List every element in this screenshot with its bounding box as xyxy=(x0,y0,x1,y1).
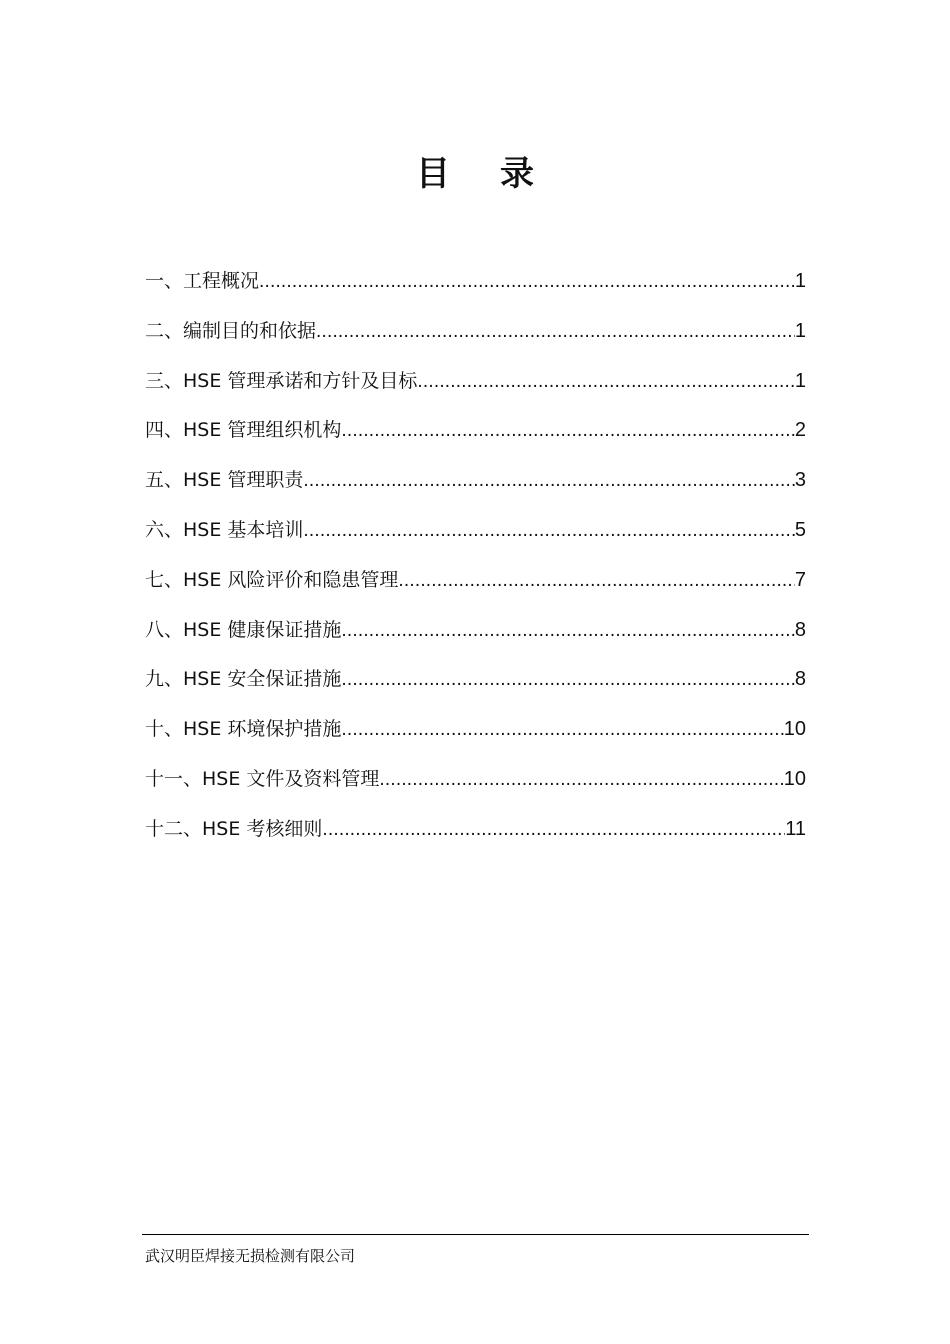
toc-entry-page: 7 xyxy=(794,568,806,591)
toc-entry-page: 1 xyxy=(794,270,806,292)
toc-leader-dots xyxy=(417,365,794,399)
toc-leader-dots xyxy=(322,813,785,847)
toc-leader-dots xyxy=(341,663,794,697)
toc-entry-page: 11 xyxy=(785,817,806,840)
toc-entry-label: 二、编制目的和依据 xyxy=(145,319,317,342)
toc-entry[interactable] xyxy=(145,762,806,812)
toc-entry[interactable] xyxy=(145,314,806,364)
toc-leader-dots xyxy=(316,315,795,349)
toc-entry[interactable] xyxy=(145,463,806,513)
toc-entry-page: 8 xyxy=(794,668,806,691)
toc-entry-page: 1 xyxy=(794,319,806,342)
toc-leader-dots xyxy=(341,713,783,747)
toc-entry-page: 2 xyxy=(794,419,806,442)
toc-entry-label: 七、HSE 风险评价和隐患管理 xyxy=(145,568,399,591)
toc-leader-dots xyxy=(303,464,794,498)
toc-entry-page: 5 xyxy=(794,518,806,541)
toc-leader-dots xyxy=(259,265,795,299)
toc-entry-label: 一、工程概况 xyxy=(145,270,260,292)
toc-leader-dots xyxy=(341,414,794,448)
toc-entry[interactable] xyxy=(145,563,806,613)
toc-leader-dots xyxy=(398,564,794,598)
toc-entry-page: 10 xyxy=(783,767,806,790)
footer-divider xyxy=(142,1234,809,1235)
toc-leader-dots xyxy=(341,614,794,648)
toc-entry[interactable] xyxy=(145,712,806,762)
toc-entry-page: 3 xyxy=(794,469,806,492)
toc-entry-label: 十、HSE 环境保护措施 xyxy=(145,718,342,741)
page-title: 目录 xyxy=(416,154,584,194)
toc-entry-label: 十二、HSE 考核细则 xyxy=(145,817,323,840)
toc-entry[interactable] xyxy=(145,812,806,862)
toc-entry[interactable] xyxy=(145,613,806,663)
toc-entry-label: 九、HSE 安全保证措施 xyxy=(145,668,342,691)
toc-entry-page: 8 xyxy=(794,618,806,641)
toc-entry-label: 六、HSE 基本培训 xyxy=(145,518,304,541)
toc-entry-page: 1 xyxy=(794,369,806,392)
toc-entry-label: 四、HSE 管理组织机构 xyxy=(145,419,342,442)
toc-entry-label: 八、HSE 健康保证措施 xyxy=(145,618,342,641)
toc-entry[interactable] xyxy=(145,413,806,463)
toc-entry-label: 五、HSE 管理职责 xyxy=(145,469,304,492)
table-of-contents xyxy=(145,264,806,862)
toc-entry[interactable] xyxy=(145,364,806,414)
toc-entry[interactable] xyxy=(145,662,806,712)
toc-entry-label: 三、HSE 管理承诺和方针及目标 xyxy=(145,369,418,392)
toc-entry[interactable] xyxy=(145,513,806,563)
toc-entry-page: 10 xyxy=(783,718,806,741)
toc-entry-label: 十一、HSE 文件及资料管理 xyxy=(145,767,380,790)
toc-leader-dots xyxy=(303,514,794,548)
toc-leader-dots xyxy=(379,763,783,797)
toc-entry[interactable] xyxy=(145,264,806,314)
footer-company-name: 武汉明臣焊接无损检测有限公司 xyxy=(145,1247,356,1265)
